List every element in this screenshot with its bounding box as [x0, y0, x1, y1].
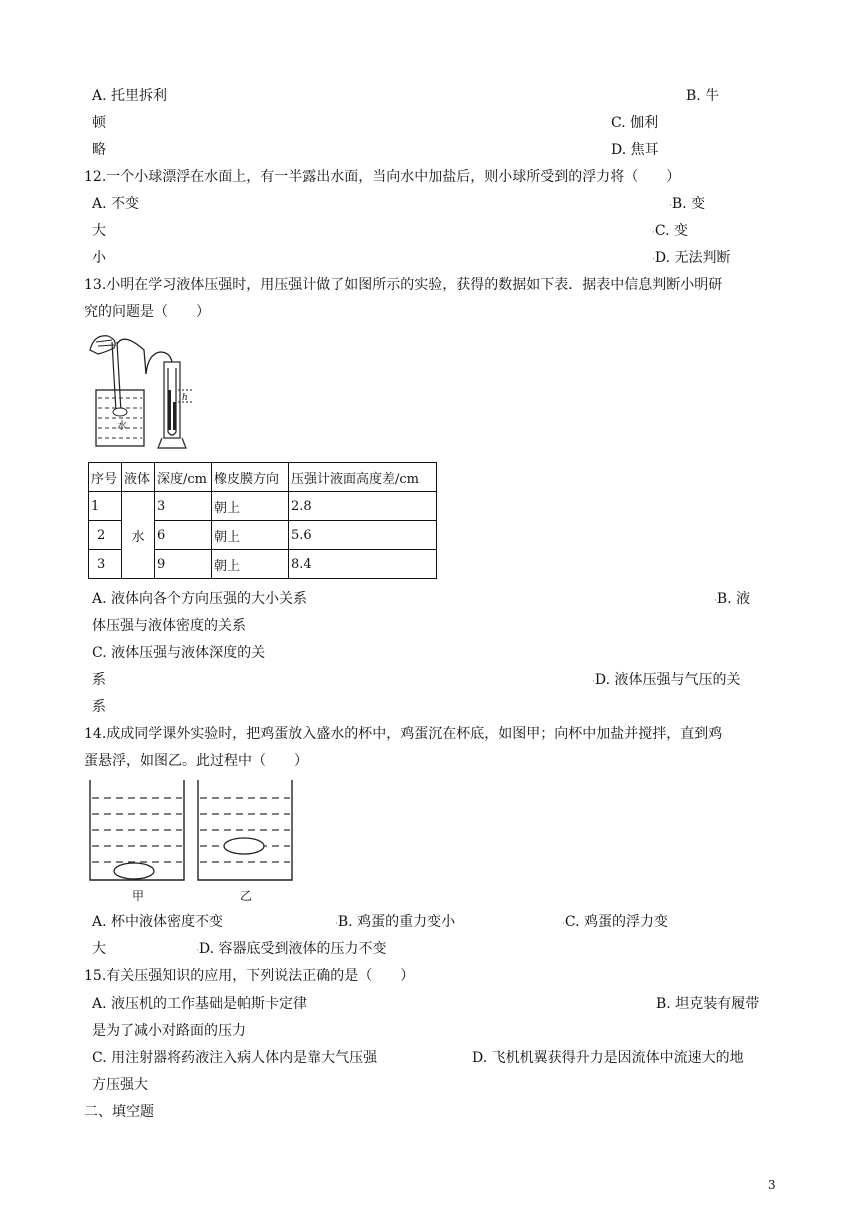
q11-option-c-wrap: 略 [92, 142, 106, 158]
q13-option-d: ·D. 液体压强与气压的关 [592, 672, 741, 688]
table-row [89, 492, 437, 521]
q15-option-d: D. 飞机机翼获得升力是因流体中流速大的地 [472, 1050, 744, 1066]
q14-option-a: A. 杯中液体密度不变 [92, 914, 224, 930]
q12-option-c-wrap: 小 [92, 250, 106, 266]
row-number: 3 [89, 550, 122, 579]
q13-option-c: C. 液体压强与液体深度的关 [92, 645, 266, 661]
q12-option-a: A. 不变 [92, 196, 140, 212]
q11-option-c: C. 伽利 [611, 115, 659, 131]
header-cell: 序号 [89, 463, 122, 492]
q15-option-b: B. 坦克装有履带 [656, 996, 760, 1012]
q14-stem-line2: 蛋悬浮，如图乙。此过程中（ ） [84, 753, 308, 769]
depth-cell: 9 [155, 550, 212, 579]
header-cell: 橡皮膜方向 [212, 463, 289, 492]
q15-option-b-wrap: 是为了减小对路面的压力 [92, 1023, 246, 1039]
direction-cell: 朝上 [212, 521, 289, 550]
q13-stem-line2: 究的问题是（ ） [84, 304, 210, 320]
egg-beakers-figure [84, 776, 304, 904]
q13-option-d-wrap: 系 [92, 699, 106, 715]
section-heading: 二、填空题 [84, 1104, 154, 1120]
q14-option-d: ·D. 容器底受到液体的压力不变 [196, 941, 387, 957]
q13-option-c-wrap: 系 [92, 672, 106, 688]
header-cell: 液体 [122, 463, 155, 492]
q11-option-d: D. 焦耳 [611, 142, 659, 158]
q13-option-b: ·B. 液 [714, 591, 751, 607]
q15-option-c: C. 用注射器将药液注入病人体内是靠大气压强 [92, 1050, 378, 1066]
q12-option-b: ·B. 变 [669, 196, 706, 212]
header-cell: 深度/cm [155, 463, 212, 492]
row-number: 1 [89, 492, 122, 521]
direction-cell: 朝上 [212, 550, 289, 579]
page-number: 3 [768, 1178, 776, 1192]
q15-option-a: A. 液压机的工作基础是帕斯卡定律 [92, 996, 308, 1012]
q12-stem: 12.一个小球漂浮在水面上，有一半露出水面，当向水中加盐后，则小球所受到的浮力将（ ） [84, 169, 681, 185]
pressure-gauge-figure [84, 328, 194, 452]
q13-option-b-wrap: 体压强与液体密度的关系 [92, 618, 246, 634]
depth-cell: 3 [155, 492, 212, 521]
q11-option-b-wrap: 顿 [92, 115, 106, 131]
figure-jia-label: 甲 [132, 889, 145, 903]
figure-yi-label: 乙 [240, 889, 253, 903]
height-diff-cell: 5.6 [289, 521, 437, 550]
q15-option-d-wrap: 方压强大 [92, 1077, 148, 1093]
q15-stem: 15.有关压强知识的应用，下列说法正确的是（ ） [84, 968, 415, 984]
q13-option-a: A. 液体向各个方向压强的大小关系 [92, 591, 308, 607]
figure-water-label: 水 [117, 421, 127, 432]
q12-option-d: ·D. 无法判断 [652, 250, 731, 266]
table-header-row [89, 463, 437, 492]
figure-h-label: h [182, 393, 188, 403]
q13-stem-line1: 13.小明在学习液体压强时，用压强计做了如图所示的实验，获得的数据如下表．据表中信息判断小明研 [84, 277, 723, 293]
q14-option-c: ·C. 鸡蛋的浮力变 [562, 914, 668, 930]
header-cell: 压强计液面高度差/cm [289, 463, 437, 492]
q14-option-c-wrap: 大 [92, 941, 106, 957]
q14-stem-line1: 14.成成同学课外实验时，把鸡蛋放入盛水的杯中，鸡蛋沉在杯底，如图甲；向杯中加盐并搅拌，直到鸡 [84, 726, 723, 742]
row-number: 2 [89, 521, 122, 550]
direction-cell: 朝上 [212, 492, 289, 521]
height-diff-cell: 8.4 [289, 550, 437, 579]
data-table [88, 462, 437, 579]
q11-option-b: B. 牛 [686, 88, 720, 104]
q14-option-b: ·B. 鸡蛋的重力变小 [335, 914, 456, 930]
q11-option-a: A. 托里拆利 [92, 88, 168, 104]
height-diff-cell: 2.8 [289, 492, 437, 521]
liquid-cell: 水 [122, 492, 155, 579]
q12-option-c: ·C. 变 [652, 223, 688, 239]
depth-cell: 6 [155, 521, 212, 550]
q12-option-b-wrap: 大 [92, 223, 106, 239]
